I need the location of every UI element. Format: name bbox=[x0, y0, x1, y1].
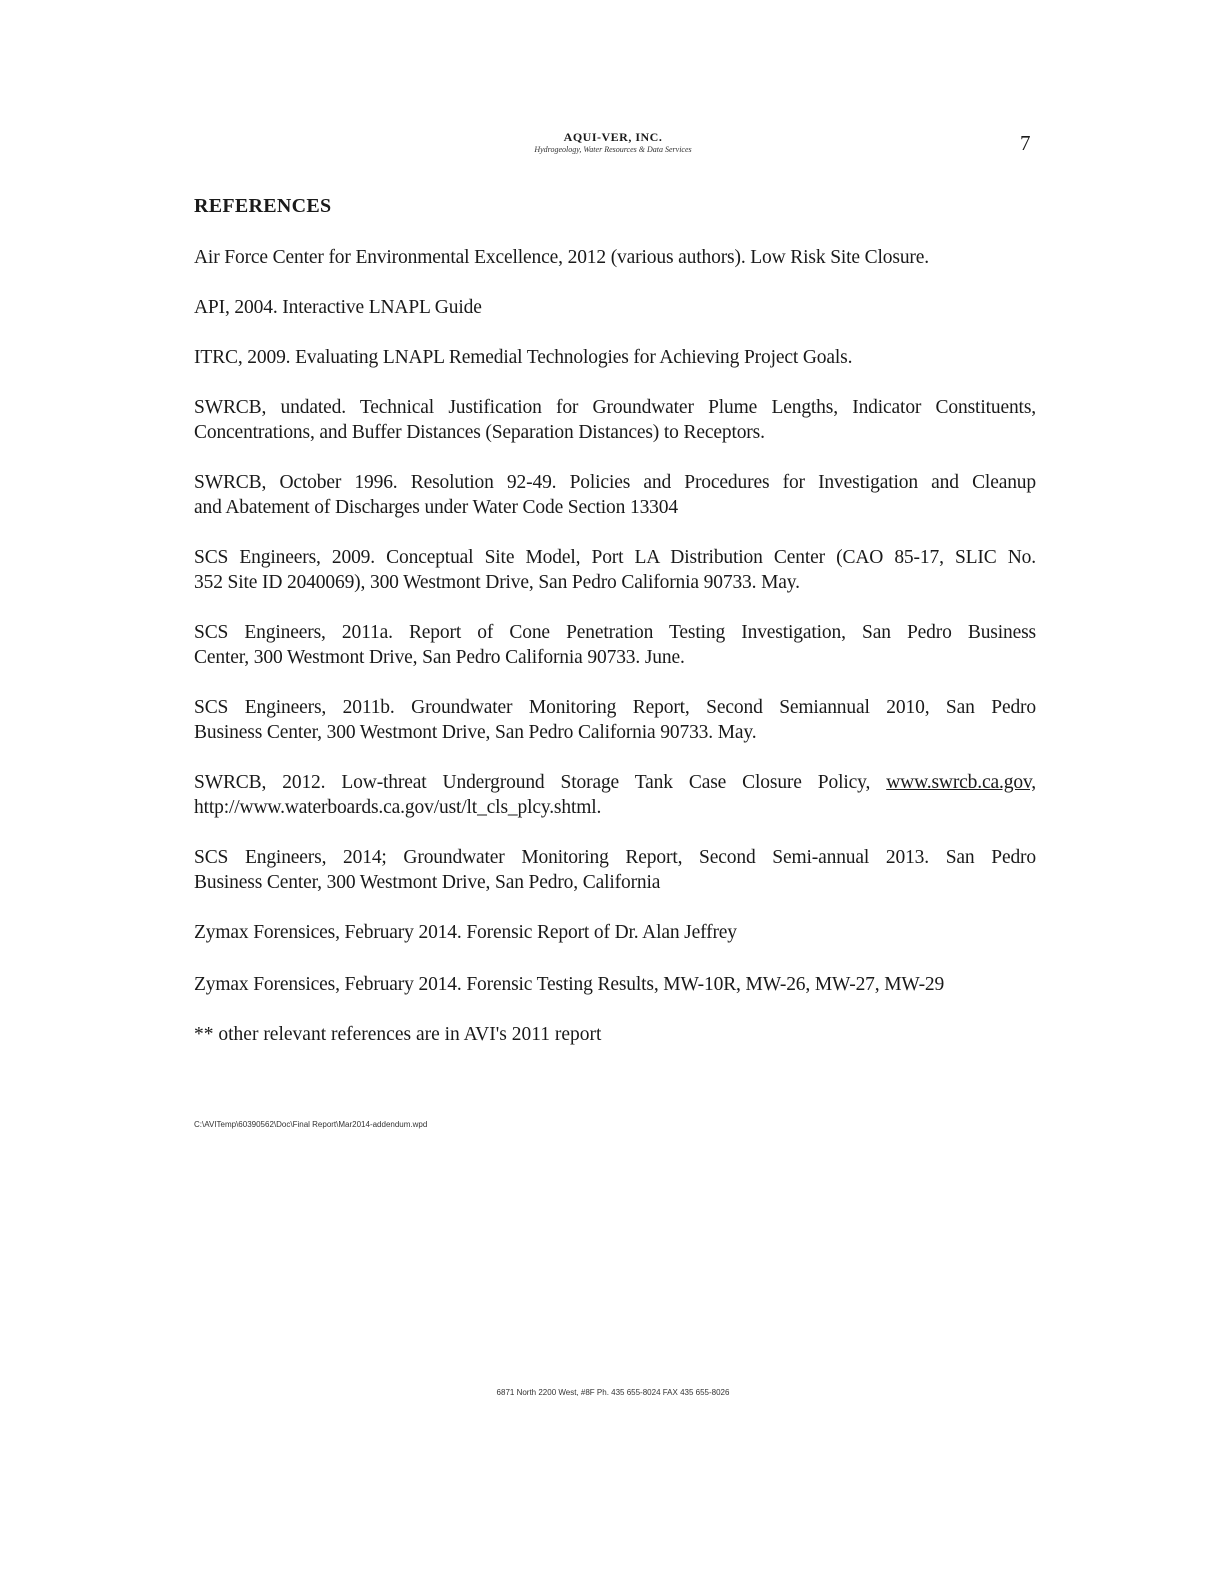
reference-text-line1: SCS Engineers, 2014; Groundwater Monitoring Report, Second Semi-annual 2013. San Pedro bbox=[194, 847, 1036, 868]
reference-item bbox=[194, 972, 1036, 997]
reference-text-line2: and Abatement of Discharges under Water Code Section 13304 bbox=[194, 497, 678, 518]
reference-item bbox=[194, 295, 1036, 320]
page-number: 7 bbox=[1020, 131, 1031, 155]
reference-text: Zymax Forensices, February 2014. Forensic Testing Results, MW-10R, MW-26, MW-27, MW-29 bbox=[194, 974, 945, 995]
reference-text: Air Force Center for Environmental Excellence, 2012 (various authors). Low Risk Site Closure. bbox=[194, 247, 929, 268]
reference-text-line1 bbox=[194, 770, 1036, 795]
reference-text-line2: 352 Site ID 2040069), 300 Westmont Drive, San Pedro California 90733. May. bbox=[194, 572, 800, 593]
reference-text-prefix: SWRCB, 2012. Low-threat Underground Storage Tank Case Closure Policy, bbox=[194, 772, 887, 793]
reference-text-line1: SCS Engineers, 2009. Conceptual Site Model, Port LA Distribution Center (CAO 85-17, SLIC No. bbox=[194, 547, 1036, 568]
reference-item bbox=[194, 620, 1036, 670]
reference-item bbox=[194, 470, 1036, 520]
reference-text-line2: Business Center, 300 Westmont Drive, San Pedro, California bbox=[194, 872, 661, 893]
reference-item bbox=[194, 845, 1036, 895]
reference-text-line2[interactable]: http://www.waterboards.ca.gov/ust/lt_cls_plcy.shtml. bbox=[194, 797, 602, 818]
reference-text-line2: Concentrations, and Buffer Distances (Separation Distances) to Receptors. bbox=[194, 422, 765, 443]
reference-item bbox=[194, 545, 1036, 595]
reference-item bbox=[194, 695, 1036, 745]
company-tagline: Hydrogeology, Water Resources & Data Services bbox=[534, 145, 692, 154]
reference-text-line2: Business Center, 300 Westmont Drive, San Pedro California 90733. May. bbox=[194, 722, 757, 743]
reference-item bbox=[194, 395, 1036, 445]
file-path: C:\AVITemp\60390562\Doc\Final Report\Mar2014-addendum.wpd bbox=[194, 1120, 428, 1129]
reference-item bbox=[194, 770, 1036, 820]
swrcb-link[interactable]: www.swrcb.ca.gov, bbox=[886, 772, 1036, 793]
company-name: AQUI-VER, INC. bbox=[563, 130, 663, 144]
reference-item bbox=[194, 245, 1036, 270]
section-title: REFERENCES bbox=[194, 195, 332, 217]
reference-item bbox=[194, 920, 1036, 945]
reference-text-line1: SWRCB, October 1996. Resolution 92-49. Policies and Procedures for Investigation and Cleanup bbox=[194, 472, 1036, 493]
reference-text-line1: SWRCB, undated. Technical Justification for Groundwater Plume Lengths, Indicator Constituents, bbox=[194, 397, 1036, 418]
reference-item bbox=[194, 345, 1036, 370]
reference-text: API, 2004. Interactive LNAPL Guide bbox=[194, 297, 482, 318]
reference-text-line1: SCS Engineers, 2011b. Groundwater Monitoring Report, Second Semiannual 2010, San Pedro bbox=[194, 697, 1036, 718]
reference-text-line1: SCS Engineers, 2011a. Report of Cone Penetration Testing Investigation, San Pedro Business bbox=[194, 622, 1036, 643]
footer-address: 6871 North 2200 West, #8F Ph. 435 655-8024 FAX 435 655-8026 bbox=[496, 1388, 730, 1397]
reference-text: Zymax Forensices, February 2014. Forensic Report of Dr. Alan Jeffrey bbox=[194, 922, 737, 943]
letterhead bbox=[0, 130, 1226, 156]
references-note: ** other relevant references are in AVI's 2011 report bbox=[194, 1024, 602, 1045]
reference-text: ITRC, 2009. Evaluating LNAPL Remedial Technologies for Achieving Project Goals. bbox=[194, 347, 853, 368]
reference-text-line2: Center, 300 Westmont Drive, San Pedro California 90733. June. bbox=[194, 647, 685, 668]
